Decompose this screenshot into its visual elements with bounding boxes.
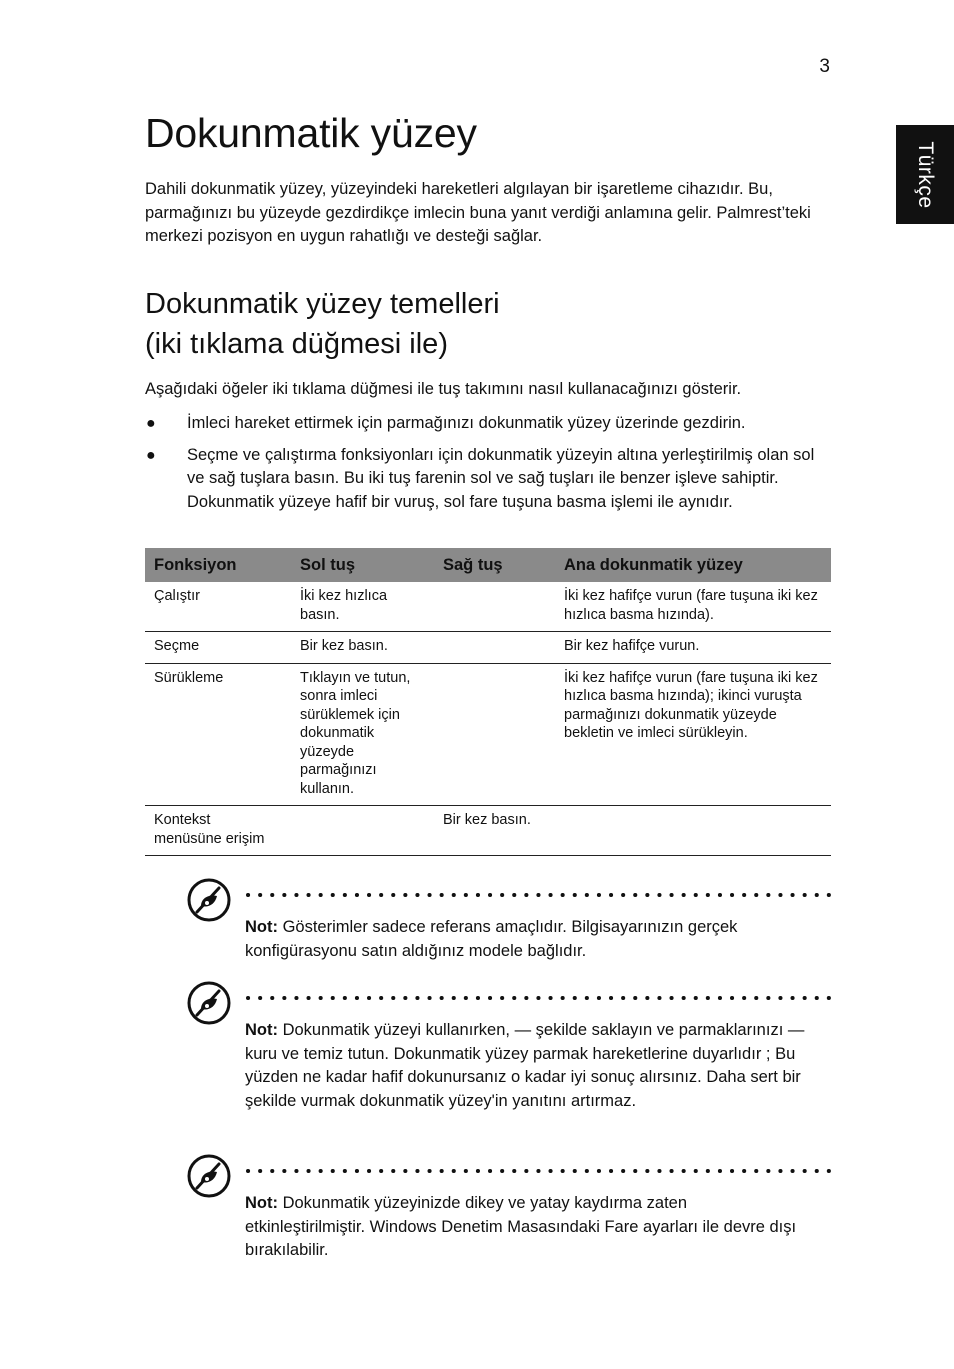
section-title-line2: (iki tıklama düğmesi ile) [145,328,448,360]
list-item [145,444,835,515]
table-cell: Bir kez hafifçe vurun. [555,632,831,664]
table-cell [434,632,555,664]
table-cell [434,663,555,806]
bullet-list [145,412,835,522]
section-lead: Aşağıdaki öğeler iki tıklama düğmesi ile tuş takımını nasıl kullanacağınızı gösterir. [145,380,742,398]
table-cell: Çalıştır [145,582,291,632]
bullet-text: Seçme ve çalıştırma fonksiyonları için dokunmatik yüzeyin altına yerleştirilmiş olan sol ve sağ tuşlara basın. Bu iki tuş farenin sol ve sağ tuşları ile benzer işleve sahiptir. Dokunmatik yüzeye hafif bir vuruş, sol fare tuşuna basma işlemi ile aynıdır. [187,445,815,511]
table-header-cell: Fonksiyon [145,548,291,582]
table-cell [434,582,555,632]
table-cell: Kontekst menüsüne erişim [145,806,291,856]
intro-paragraph: Dahili dokunmatik yüzey, yüzeyindeki hareketleri algılayan bir işaretleme cihazıdır. Bu, parmağınızı bu yüzeyde gezdirdikçe imlecin buna yanıt verdiği anlamına gelir. Palmrest’teki merkezi pozisyon en uygun rahatlığı ve desteği sağlar. [145,180,811,245]
table-cell: İki kez hızlıca basın. [291,582,434,632]
table-header-cell: Sol tuş [291,548,434,582]
bullet-text: İmleci hareket ettirmek için parmağınızı dokunmatik yüzey üzerinde gezdirin. [187,414,746,432]
section-title-line1: Dokunmatik yüzey temelleri [145,288,500,320]
table-cell: Bir kez basın. [434,806,555,856]
note-label: Not: [245,1194,278,1212]
table-cell: Seçme [145,632,291,664]
function-table [145,548,831,856]
table-header-cell: Sağ tuş [434,548,555,582]
note-pen-icon [185,876,233,924]
note-text [245,1192,805,1263]
table-cell [555,806,831,856]
list-item [145,412,835,436]
table-cell [291,806,434,856]
bullet-icon: ● [146,415,156,432]
table-row [145,806,831,856]
note-body: Dokunmatik yüzeyi kullanırken, — şekilde saklayın ve parmaklarınızı — kuru ve temiz tutun. Dokunmatik yüzey parmak hareketlerine duyarlıdır ; Bu yüzden ne kadar hafif dokunursanız o kadar iyi sonuç alırsınız. Daha sert bir şekilde vurmak dokunmatik yüzey'in yanıtını artırmaz. [245,1021,805,1110]
language-tab-label: Türkçe [914,140,937,209]
note-divider [245,995,831,1001]
note-divider [245,892,831,898]
note-pen-icon [185,979,233,1027]
table-row [145,663,831,806]
note-text [245,916,805,963]
table-cell: Bir kez basın. [291,632,434,664]
table-cell: Tıklayın ve tutun, sonra imleci sürüklemek için dokunmatik yüzeyde parmağınızı kullanın. [291,663,434,806]
page-title: Dokunmatik yüzey [145,110,477,156]
table-cell: İki kez hafifçe vurun (fare tuşuna iki kez hızlıca basma hızında). [555,582,831,632]
note-divider [245,1168,831,1174]
note-pen-icon [185,1152,233,1200]
note-label: Not: [245,918,278,936]
table-row [145,582,831,632]
bullet-icon: ● [146,446,156,464]
language-tab [896,125,954,224]
note-label: Not: [245,1021,278,1039]
table-header-row [145,548,831,582]
table-cell: Sürükleme [145,663,291,806]
page-number: 3 [819,56,830,77]
table-header-cell: Ana dokunmatik yüzey [555,548,831,582]
table-row [145,632,831,664]
note-body: Gösterimler sadece referans amaçlıdır. Bilgisayarınızın gerçek konfigürasyonu satın aldığınız modele bağlıdır. [245,918,738,960]
table-cell: İki kez hafifçe vurun (fare tuşuna iki kez hızlıca basma hızında); ikinci vuruşta parmağınızı dokunmatik yüzeyde bekletin ve imleci sürükleyin. [555,663,831,806]
note-text [245,1019,805,1113]
note-body: Dokunmatik yüzeyinizde dikey ve yatay kaydırma zaten etkinleştirilmiştir. Windows Denetim Masasındaki Fare ayarları ile devre dışı bırakılabilir. [245,1194,797,1259]
section-title [145,284,825,364]
